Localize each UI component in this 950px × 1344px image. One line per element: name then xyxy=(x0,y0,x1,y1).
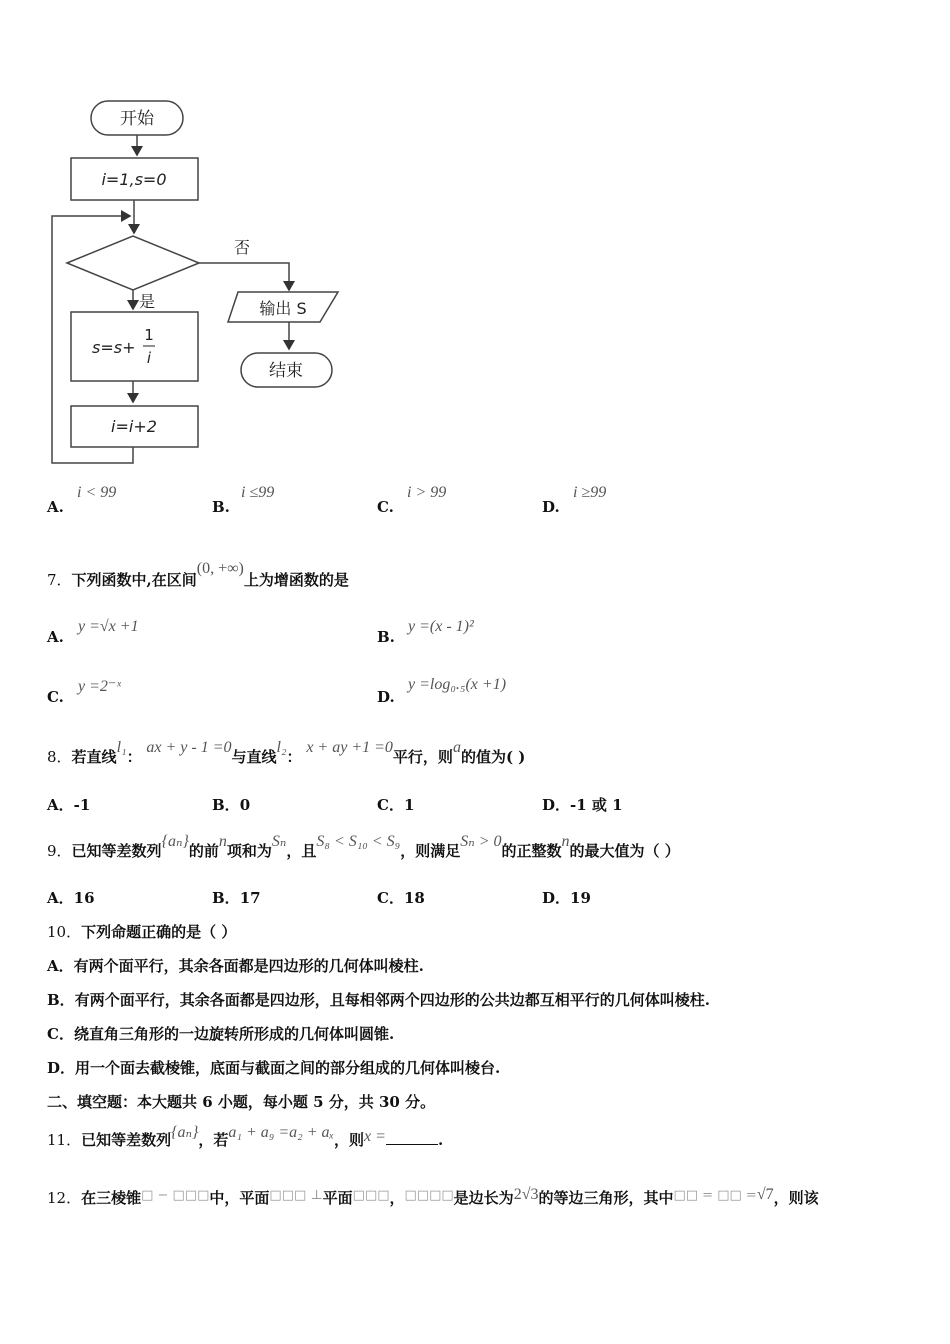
q9-option-c: C．18 xyxy=(377,889,425,907)
flowchart-init: i=1,s=0 xyxy=(101,170,167,189)
q6-option-c: i > 99 xyxy=(407,484,447,501)
q7-option-a: y =√x +1 xyxy=(78,618,139,635)
q8-option-d: D．-1 或 1 xyxy=(542,796,623,814)
q6-option-b-letter: B. xyxy=(212,498,230,516)
q6-option-a: i < 99 xyxy=(77,484,117,501)
q6-option-a-letter: A. xyxy=(47,498,64,516)
q7-option-c: y =2⁻ˣ xyxy=(78,678,121,695)
q10-option-c: C．绕直角三角形的一边旋转所形成的几何体叫圆锥. xyxy=(47,1025,395,1043)
q9-option-a: A．16 xyxy=(47,889,95,907)
flowchart-decision xyxy=(67,236,199,290)
q6-option-c-letter: C. xyxy=(377,498,394,516)
flowchart-output: 输出 S xyxy=(259,299,307,318)
q7-interval: (0, +∞) xyxy=(196,560,244,577)
q7-option-d-letter: D. xyxy=(377,688,395,706)
q8-option-a: A．-1 xyxy=(47,796,91,814)
q7-option-a-letter: A. xyxy=(47,628,64,646)
q10-stem: 10．下列命题正确的是（ ） xyxy=(47,923,237,941)
q10-option-b: B．有两个面平行，其余各面都是四边形，且每相邻两个四边形的公共边都互相平行的几何体叫棱柱. xyxy=(47,991,710,1009)
flowchart xyxy=(44,95,344,470)
q7-option-b-letter: B. xyxy=(377,628,395,646)
q9-option-b: B．17 xyxy=(212,889,261,907)
flowchart-no-label: 否 xyxy=(234,238,251,257)
q10-option-d: D．用一个面去截棱锥，底面与截面之间的部分组成的几何体叫棱台. xyxy=(47,1059,501,1077)
flowchart-end: 结束 xyxy=(269,361,303,381)
q9-stem: 9．已知等差数列{aₙ}的前n项和为Sₙ，且S₈ < S₁₀ < S₉，则满足Sₙ > 0的正整数n的最大值为（ ） xyxy=(47,833,680,860)
q7-option-c-letter: C. xyxy=(47,688,64,706)
section-heading: 二、填空题：本大题共 6 小题，每小题 5 分，共 30 分。 xyxy=(47,1093,436,1111)
q8-option-b: B．0 xyxy=(212,796,251,814)
q7-stem: 7．下列函数中,在区间(0, +∞)上为增函数的是 xyxy=(47,560,349,589)
flowchart-increment: i=i+2 xyxy=(111,417,157,436)
q7-option-d: y =log₀.₅(x +1) xyxy=(408,676,507,693)
q8-stem: 8．若直线l₁： ax + y - 1 =0与直线l₂： x + ay +1 =0平行，则a的值为( ) xyxy=(47,739,526,766)
q7-option-b: y =(x - 1)² xyxy=(408,618,474,635)
flowchart-start: 开始 xyxy=(120,109,154,129)
q12-stem: 12．在三棱锥□ − □□□中，平面□□□ ⊥平面□□□，□□□□是边长为2√3的等边三角形，其中□□ = □□ =√7，则该 xyxy=(47,1186,819,1207)
q9-option-d: D．19 xyxy=(542,889,591,907)
q6-option-d-letter: D. xyxy=(542,498,560,516)
q6-option-b: i ≤99 xyxy=(241,484,275,501)
flowchart-frac-den: i xyxy=(146,349,152,367)
q8-option-c: C．1 xyxy=(377,796,415,814)
flowchart-frac-num: 1 xyxy=(144,326,154,344)
q10-option-a: A．有两个面平行，其余各面都是四边形的几何体叫棱柱. xyxy=(47,957,424,975)
flowchart-body-lhs: s=s+ xyxy=(92,338,136,357)
q11-answer-blank[interactable] xyxy=(386,1130,438,1145)
flowchart-yes-label: 是 xyxy=(139,292,156,311)
q6-option-d: i ≥99 xyxy=(573,484,607,501)
q11-stem: 11．已知等差数列{aₙ}，若a₁ + a₉ =a₂ + aₓ，则x = . xyxy=(47,1124,444,1149)
